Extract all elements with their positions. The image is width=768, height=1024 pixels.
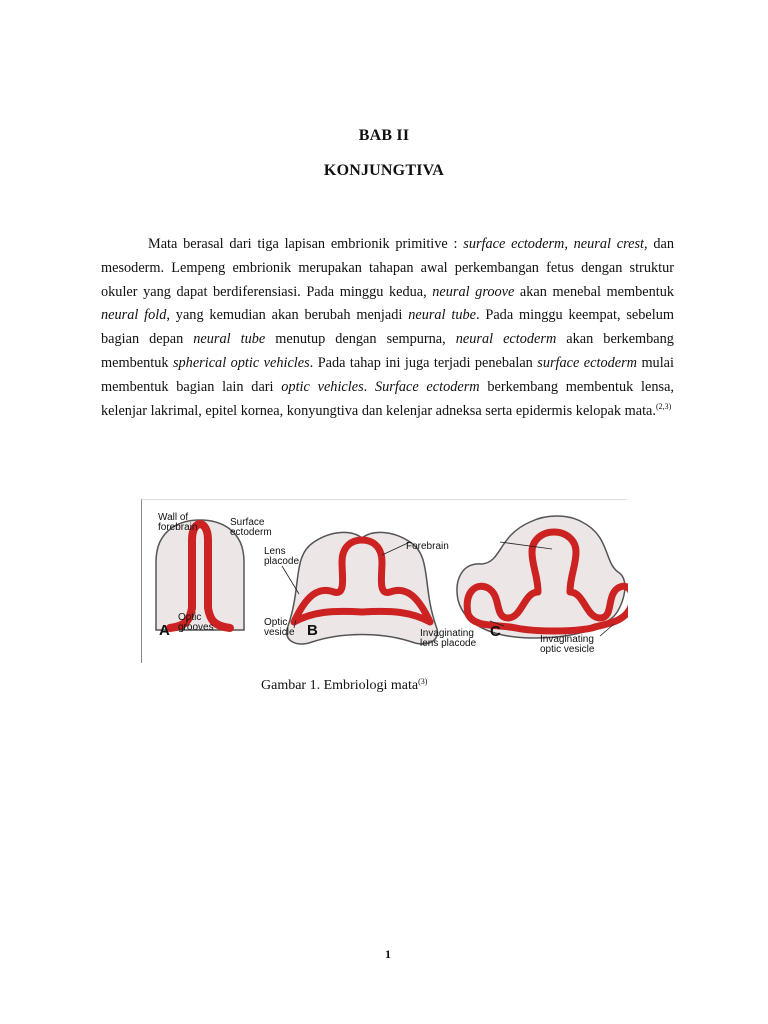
label-optic-grooves: Optic grooves	[178, 612, 214, 633]
italic-term: optic vehicles	[281, 378, 364, 395]
italic-term: neural fold	[101, 307, 167, 324]
page-number: 1	[385, 947, 391, 961]
italic-term: surface ectoderm	[537, 354, 637, 371]
italic-term: neural ectoderm	[455, 331, 557, 348]
italic-term: surface ectoderm, neural crest	[463, 236, 645, 252]
label-forebrain: Forebrain	[406, 541, 449, 552]
paragraph-text: . Pada tahap ini juga terjadi penebalan	[309, 354, 538, 371]
italic-term: neural groove	[432, 283, 515, 300]
italic-term: neural tube	[408, 307, 476, 324]
panel-letter-b: B	[307, 622, 318, 639]
paragraph-text: . Pada minggu keempat, sebelum bagian depan	[101, 307, 674, 348]
panel-letter-c: C	[490, 623, 501, 640]
label-invaginating-optic-vesicle: Invaginating optic vesicle	[540, 634, 595, 655]
caption-citation: (3)	[418, 677, 428, 686]
paragraph-text: .	[363, 378, 375, 395]
label-invaginating-lens-placode: Invaginating lens placode	[420, 628, 477, 649]
panel-c-drawing	[457, 516, 628, 638]
embryology-figure	[141, 499, 627, 663]
paragraph-text: , yang kemudian akan berubah menjadi	[166, 307, 409, 324]
paragraph-text: akan menebal membentuk	[514, 283, 674, 300]
paragraph-text: akan berkembang membentuk	[101, 331, 674, 371]
chapter-title: KONJUNGTIVA	[323, 162, 445, 179]
italic-term: neural tube	[193, 331, 266, 348]
label-optic-vesicle: Optic vesicle	[264, 617, 295, 638]
paragraph-citation: (2,3)	[655, 401, 672, 411]
paragraph-text: menutup dengan sempurna,	[265, 331, 456, 348]
paragraph-text: berkembang membentuk lensa, kelenjar lakrimal, epitel kornea, konyungtiva dan kelenjar adneksa serta epidermis kelopak mata.	[101, 378, 674, 419]
figure-caption	[261, 678, 427, 694]
paragraph-text: mulai membentuk bagian lain dari	[101, 354, 675, 395]
chapter-number: BAB II	[358, 127, 410, 144]
label-lens-placode: Lens placode	[264, 546, 300, 567]
paragraph-text: Mata berasal dari tiga lapisan embrionik primitive :	[148, 236, 464, 252]
caption-text: Gambar 1. Embriologi mata	[261, 678, 419, 693]
italic-term: spherical optic vehicles	[172, 354, 310, 371]
italic-term: Surface ectoderm	[375, 378, 480, 395]
body-paragraph	[101, 233, 674, 423]
label-wall-of-forebrain: Wall of forebrain	[158, 512, 198, 533]
label-surface-ectoderm: Surface ectoderm	[230, 517, 272, 538]
panel-letter-a: A	[159, 622, 170, 639]
paragraph-text: , dan mesoderm. Lempeng embrionik merupakan tahapan awal perkembangan fetus dengan struktur okuler yang dapat berdiferensiasi. Pada minggu kedua,	[101, 236, 674, 300]
